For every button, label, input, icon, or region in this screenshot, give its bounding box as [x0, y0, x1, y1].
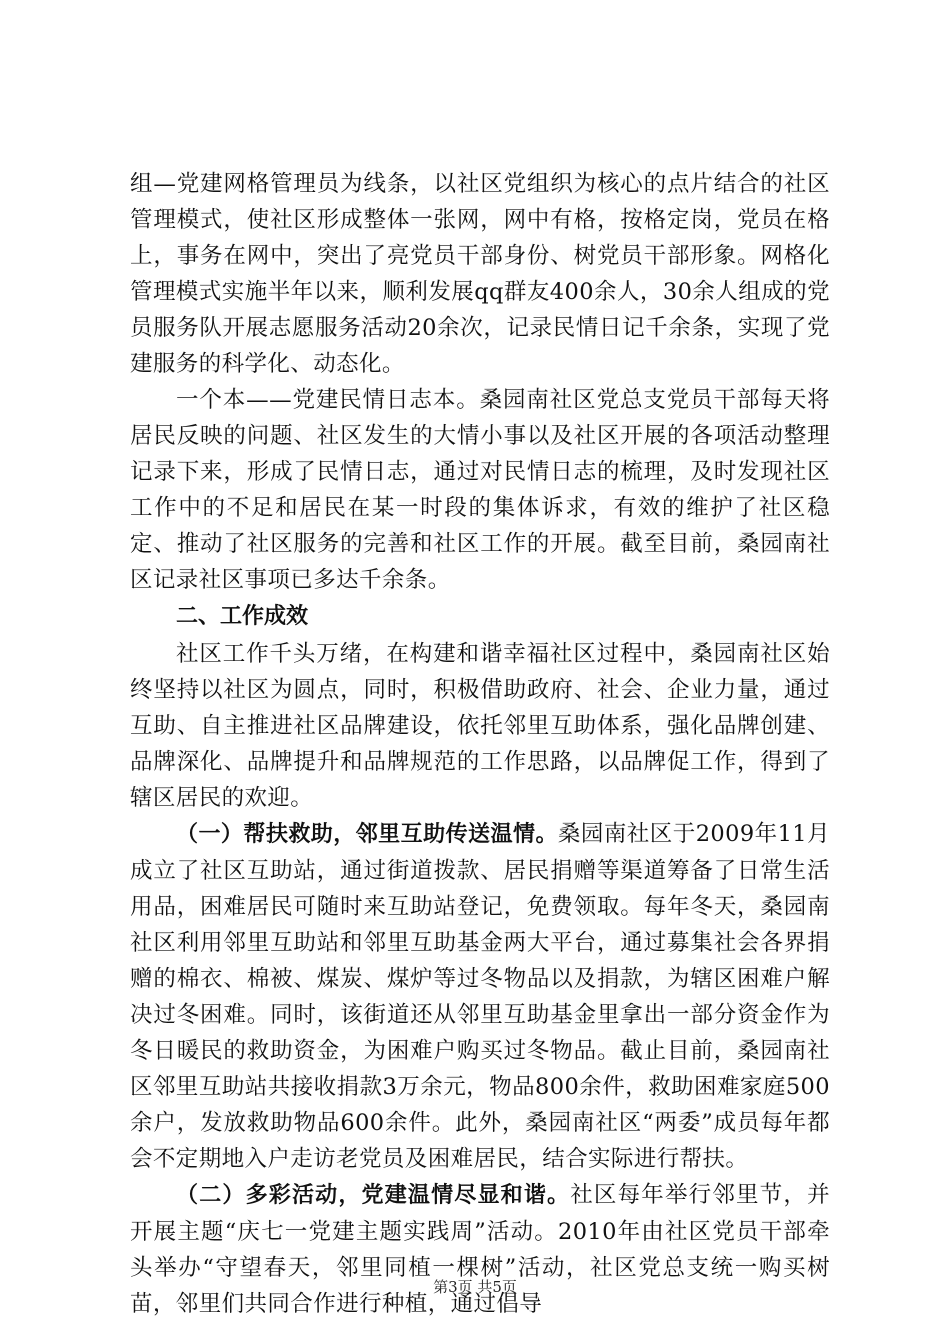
paragraph-continuation: 组—党建网格管理员为线条，以社区党组织为核心的点片结合的社区管理模式，使社区形成整体一张网，网中有格，按格定岗，党员在格上，事务在网中，突出了亮党员干部身份、树党员干部形象。网格化管理模式实施半年以来，顺利发展qq群友400余人，30余人组成的党员服务队开展志愿服务活动20余次，记录民情日记千余条，实现了党建服务的科学化、动态化。: [130, 171, 830, 377]
paragraph-mutual-aid: [130, 816, 830, 1177]
subheading-mutual-aid: （一）帮扶救助，邻里互助传送温情。: [176, 822, 558, 847]
document-page: [130, 166, 830, 1322]
section-heading-results: 二、工作成效: [176, 604, 309, 629]
page-footer: 第3页 共5页: [433, 1278, 517, 1296]
subheading-activities: （二）多彩活动，党建温情尽显和谐。: [176, 1183, 571, 1208]
paragraph-activities-body: 社区每年举行邻里节，并开展主题“庆七一党建主题实践周”活动。2010年由社区党员干部牵头举办“守望春天，邻里同植一棵树”活动，社区党总支统一购买树苗，邻里们共同合作进行种植，通过倡导: [130, 1182, 830, 1317]
paragraph-mutual-aid-body: 桑园南社区于2009年11月成立了社区互助站，通过街道拨款、居民捐赠等渠道筹备了日常生活用品，困难居民可随时来互助站登记，免费领取。每年冬天，桑园南社区利用邻里互助站和邻里互助基金两大平台，通过募集社会各界捐赠的棉衣、棉被、煤炭、煤炉等过冬物品以及捐款，为辖区困难户解决过冬困难。同时，该街道还从邻里互助基金里拿出一部分资金作为冬日暖民的救助资金，为困难户购买过冬物品。截止目前，桑园南社区邻里互助站共接收捐款3万余元，物品800余件，救助困难家庭500余户，发放救助物品600余件。此外，桑园南社区“两委”成员每年都会不定期地入户走访老党员及困难居民，结合实际进行帮扶。: [130, 821, 830, 1172]
paragraph-diary: 一个本——党建民情日志本。桑园南社区党总支党员干部每天将居民反映的问题、社区发生的大情小事以及社区开展的各项活动整理记录下来，形成了民情日志，通过对民情日志的梳理，及时发现社区工作中的不足和居民在某一时段的集体诉求，有效的维护了社区稳定、推动了社区服务的完善和社区工作的开展。截至目前，桑园南社区记录社区事项已多达千余条。: [130, 387, 830, 593]
paragraph-activities: [130, 1177, 830, 1322]
paragraph-results-intro: 社区工作千头万绪，在构建和谐幸福社区过程中，桑园南社区始终坚持以社区为圆点，同时，积极借助政府、社会、企业力量，通过互助、自主推进社区品牌建设，依托邻里互助体系，强化品牌创建、品牌深化、品牌提升和品牌规范的工作思路，以品牌促工作，得到了辖区居民的欢迎。: [130, 641, 830, 811]
